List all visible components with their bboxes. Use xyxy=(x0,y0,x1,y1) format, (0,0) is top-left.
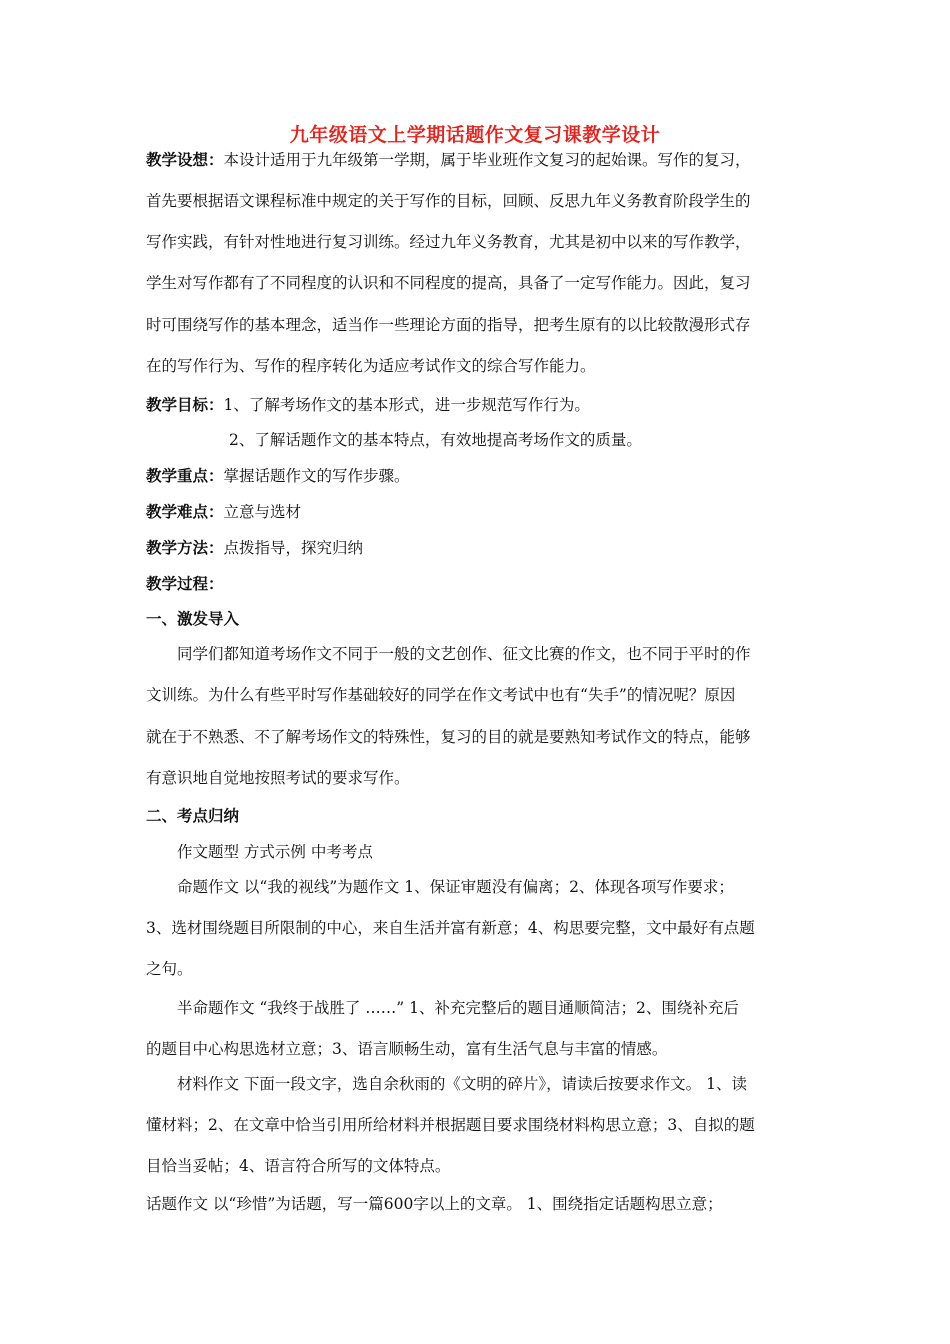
row3-line-2: 懂材料；2、在文章中恰当引用所给材料并根据题目要求围绕材料构思立意；3、自拟的题 xyxy=(146,1116,755,1134)
goal-line-1 xyxy=(146,394,812,416)
goal-line-2: 2、了解话题作文的基本特点，有效地提高考场作文的质量。 xyxy=(229,431,642,449)
row1-line-2: 3、选材围绕题目所限制的中心，来自生活并富有新意；4、构思要完整，文中最好有点题 xyxy=(146,919,755,937)
row4-line-1: 话题作文 以“珍惜”为话题，写一篇600字以上的文章。 1、围绕指定话题构思立意； xyxy=(146,1195,723,1213)
row2-line-2: 的题目中心构思选材立意；3、语言顺畅生动，富有生活气息与丰富的情感。 xyxy=(146,1040,668,1058)
section1-line-4: 有意识地自觉地按照考试的要求写作。 xyxy=(146,769,410,787)
section1-line-2: 文训练。为什么有些平时写作基础较好的同学在作文考试中也有“失手”的情况呢？原因 xyxy=(146,686,736,704)
intro-line-5: 时可围绕写作的基本理念，适当作一些理论方面的指导，把考生原有的以比较散漫形式存 xyxy=(146,316,751,334)
intro-line-2: 首先要根据语文课程标准中规定的关于写作的目标，回顾、反思九年义务教育阶段学生的 xyxy=(146,192,751,210)
intro-label: 教学设想： xyxy=(146,150,224,169)
section1-heading: 一、激发导入 xyxy=(146,609,240,628)
focus-text: 掌握话题作文的写作步骤。 xyxy=(223,467,410,485)
intro-line-3: 写作实践，有针对性地进行复习训练。经过九年义务教育，尤其是初中以来的写作教学， xyxy=(146,233,751,251)
intro-line-6: 在的写作行为、写作的程序转化为适应考试作文的综合写作能力。 xyxy=(146,357,596,375)
section2-heading: 二、考点归纳 xyxy=(146,806,240,825)
row3-line-1: 材料作文 下面一段文字，选自余秋雨的《文明的碎片》，请读后按要求作文。 1、读 xyxy=(177,1075,747,1093)
method-text: 点拨指导，探究归纳 xyxy=(223,539,364,557)
row1-line-1: 命题作文 以“我的视线”为题作文 1、保证审题没有偏离；2、体现各项写作要求； xyxy=(177,878,734,896)
row2-line-1: 半命题作文 “我终于战胜了 ……” 1、补充完整后的题目通顺简洁；2、围绕补充后 xyxy=(177,999,739,1017)
goal-label: 教学目标： xyxy=(146,395,224,414)
method-label: 教学方法： xyxy=(146,538,224,557)
difficulty-text: 立意与选材 xyxy=(223,503,302,521)
difficulty-label: 教学难点： xyxy=(146,502,224,521)
row1-line-3: 之句。 xyxy=(146,960,193,978)
focus-label: 教学重点： xyxy=(146,466,224,485)
process-label: 教学过程： xyxy=(146,574,224,593)
intro-line-4: 学生对写作都有了不同程度的认识和不同程度的提高，具备了一定写作能力。因此，复习 xyxy=(146,274,751,292)
goal-text-1: 1、了解考场作文的基本形式，进一步规范写作行为。 xyxy=(223,396,590,414)
intro-text: 本设计适用于九年级第一学期，属于毕业班作文复习的起始课。写作的复习， xyxy=(223,151,751,169)
method-line xyxy=(146,537,812,559)
focus-line xyxy=(146,465,812,487)
difficulty-line xyxy=(146,501,812,523)
section1-line-1: 同学们都知道考场作文不同于一般的文艺创作、征文比赛的作文，也不同于平时的作 xyxy=(177,645,751,663)
row3-line-3: 目恰当妥帖；4、语言符合所写的文体特点。 xyxy=(146,1157,451,1175)
section1-line-3: 就在于不熟悉、不了解考场作文的特殊性，复习的目的就是要熟知考试作文的特点，能够 xyxy=(146,728,751,746)
document-title: 九年级语文上学期话题作文复习课教学设计 xyxy=(289,124,661,146)
intro-line-1 xyxy=(146,149,812,171)
table-header: 作文题型 方式示例 中考考点 xyxy=(177,843,373,861)
